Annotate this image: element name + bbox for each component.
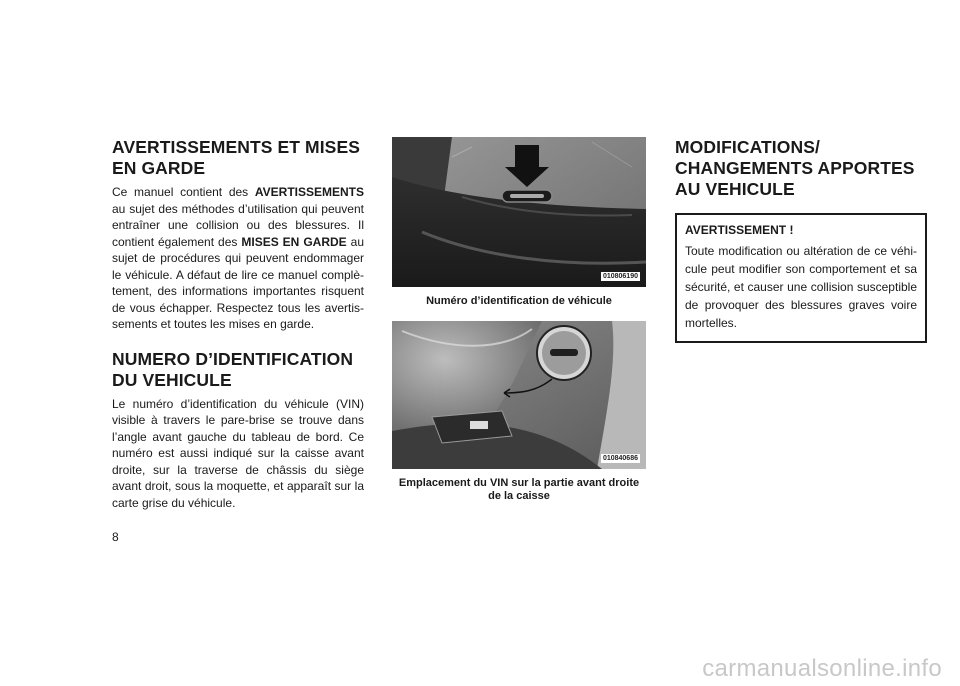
right-column [675, 137, 927, 343]
vin-paragraph: Le numéro d’identification du véhicule (VIN) visible à travers le pare-brise se trouve dans l’angle avant gauche du tableau de bord. Ce numéro est aussi indiqué sur la caisse avant droite, sur la traverse de châssis du siège avant droit, sous la moquette, et apparaît sur la carte grise du véhicule. [112, 396, 364, 510]
warnings-text-d: au sujet de procédures qui peuvent endommager le véhicule. A défaut de lire ce manuel complè- tement, des informations importantes risquent de vous échapper. Respectez tous les avertis- sements et toutes les mises en garde. [112, 234, 364, 331]
warnings-term-mises-en-garde: MISES EN GARDE [241, 234, 347, 249]
warning-text: Toute modification ou altération de ce véhi- cule peut modifier son comportement et sa sécurité, et causer une collision susceptible de provoquer des blessures graves voire mortelles. [685, 244, 917, 330]
seat-vin-photo [392, 321, 646, 469]
vin-heading [112, 349, 364, 391]
figures-column [392, 137, 646, 516]
vin-heading-line2: DU VEHICULE [112, 369, 232, 390]
windshield-vin-photo [392, 137, 646, 287]
modifications-heading-line2: CHANGEMENTS APPORTES [675, 158, 915, 178]
figure2-caption-line1: Emplacement du VIN sur la partie avant droite [398, 476, 640, 489]
figure1-code: 010806190 [602, 273, 638, 280]
figure2-code: 010840686 [602, 454, 638, 462]
watermark: carmanualsonline.info [702, 655, 942, 682]
warnings-heading-line1: AVERTISSEMENTS ET MISES [112, 137, 360, 157]
modifications-heading-line3: AU VEHICULE [675, 179, 795, 199]
figure2-caption-line2: de la caisse [488, 490, 550, 502]
vin-heading-line1: NUMERO D’IDENTIFICATION [112, 348, 354, 369]
figure2-caption [392, 477, 646, 504]
warnings-term-avertissements: AVERTISSEMENTS [254, 185, 364, 199]
windshield-illustration [392, 137, 646, 287]
figure1-caption: Numéro d’identification de véhicule [426, 295, 612, 307]
warnings-paragraph [112, 184, 364, 333]
page-number: 8 [112, 530, 119, 544]
warnings-text-c: au sujet des méthodes d’utilisation qui peuvent entraîner une collision ou des blessures. Il contient également des [112, 201, 364, 249]
left-column [112, 137, 364, 523]
modifications-heading [675, 137, 927, 200]
warnings-text-a: Ce manuel contient des [112, 185, 255, 199]
warnings-heading-line2: EN GARDE [112, 158, 206, 178]
modifications-heading-line1: MODIFICATIONS/ [675, 137, 820, 157]
seat-floor-illustration [392, 321, 646, 469]
warning-box [675, 213, 927, 343]
warning-title: AVERTISSEMENT ! [685, 223, 794, 237]
warnings-heading [112, 137, 364, 179]
